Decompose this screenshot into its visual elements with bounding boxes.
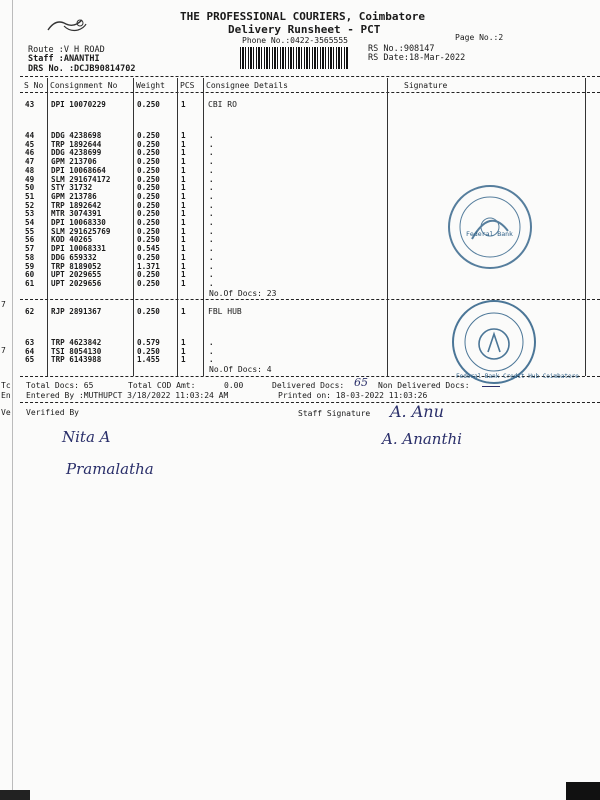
cell-cno: SLM 291625769 <box>51 226 111 236</box>
cell-pcs: 1 <box>181 235 186 245</box>
company-logo <box>44 14 90 36</box>
cell-weight: 0.579 <box>137 338 160 347</box>
cell-detail: . <box>209 157 214 167</box>
cell-weight: 0.250 <box>137 157 160 167</box>
cell-sno: 57 <box>25 244 35 254</box>
cell-weight: 0.250 <box>137 278 160 288</box>
docs-count: No.Of Docs: 23 <box>209 289 277 298</box>
edge-mark: 7 <box>1 346 6 355</box>
group-separator <box>20 299 600 300</box>
cell-cno: DPI 10068664 <box>51 165 106 175</box>
cell-cno: TRP 1892644 <box>51 139 102 149</box>
cell-cno: GPM 213786 <box>51 191 97 201</box>
cell-cno: STY 31732 <box>51 183 93 193</box>
cell-cno: DDG 4238699 <box>51 148 102 158</box>
consignee-name: CBI RO <box>208 100 237 109</box>
cell-detail: . <box>209 346 214 356</box>
rs-number: RS No.:908147 <box>368 44 435 54</box>
cell-pcs: 1 <box>181 218 186 227</box>
verifier-signature-2: Pramalatha <box>66 460 154 478</box>
cell-sno: 55 <box>25 226 35 236</box>
cell-cno: UPT 2029656 <box>51 278 102 288</box>
cell-cno: TRP 8189052 <box>51 261 102 271</box>
cell-detail: . <box>209 252 214 262</box>
bank-stamp-1 <box>448 185 532 269</box>
consignee-name: FBL HUB <box>208 307 242 316</box>
table-row <box>0 175 600 184</box>
cell-detail: . <box>209 148 214 158</box>
delivered-docs: Delivered Docs: <box>272 381 345 390</box>
cell-pcs: 1 <box>181 226 186 236</box>
cell-weight: 1.455 <box>137 355 160 365</box>
edge-mark: Ve <box>1 408 11 417</box>
table-row <box>0 131 600 140</box>
cell-pcs: 1 <box>181 183 186 193</box>
cell-weight: 0.250 <box>137 209 160 219</box>
col-signature: Signature <box>404 81 448 90</box>
page-number: Page No.:2 <box>455 33 504 42</box>
docs-count: No.Of Docs: 4 <box>209 365 272 374</box>
edge-mark: En <box>1 391 11 400</box>
cell-sno: 54 <box>25 218 35 227</box>
cell-weight: 0.250 <box>137 148 160 158</box>
cell-pcs: 1 <box>181 270 186 280</box>
cell-weight: 0.250 <box>137 235 160 245</box>
cell-sno: 47 <box>25 157 35 167</box>
cell-pcs: 1 <box>181 244 186 254</box>
cell-sno: 59 <box>25 261 35 271</box>
edge-mark: 7 <box>1 300 6 309</box>
phone-number: Phone No.:0422-3565555 <box>242 36 348 45</box>
cell-pcs: 1 <box>181 252 186 262</box>
cell-cno: TSI 8054130 <box>51 346 102 356</box>
printed-on: Printed on: 18-03-2022 11:03:26 <box>278 391 428 400</box>
delivered-count-handwritten: 65 <box>354 376 368 389</box>
cell-weight: 0.250 <box>137 252 160 262</box>
verified-by-label: Verified By <box>26 408 79 417</box>
total-cod-value: 0.00 <box>224 381 244 390</box>
cell-weight: 0.250 <box>137 131 160 140</box>
table-row <box>0 148 600 157</box>
total-cod-label: Total COD Amt: <box>128 381 196 390</box>
cell-sno: 60 <box>25 270 35 280</box>
cell-cno: TRP 1892642 <box>51 200 102 210</box>
staff-signature-handwritten: A. Anu <box>390 402 444 421</box>
cell-sno: 48 <box>25 165 35 175</box>
cell-pcs: 1 <box>181 131 186 140</box>
cell-sno: 63 <box>25 338 35 347</box>
header-rule-top <box>20 76 600 77</box>
cell-weight: 0.250 <box>137 139 160 149</box>
cell-detail: . <box>209 244 214 254</box>
entered-by: Entered By :MUTHUPCT 3/18/2022 11:03:24 AM <box>26 391 229 400</box>
cell-detail: . <box>209 139 214 149</box>
cell-cno: SLM 291674172 <box>51 174 111 184</box>
rs-date: RS Date:18-Mar-2022 <box>368 53 466 63</box>
cell-pcs: 1 <box>181 191 186 201</box>
scan-corner <box>566 782 600 800</box>
cell-weight: 0.250 <box>137 200 160 210</box>
cell-pcs: 1 <box>181 338 186 347</box>
col-weight: Weight <box>136 81 165 90</box>
cell-sno: 50 <box>25 183 35 193</box>
cell-weight: 0.250 <box>137 191 160 201</box>
cell-detail: . <box>209 218 214 227</box>
cell-pcs: 1 <box>181 139 186 149</box>
col-pcs: PCS <box>180 81 195 90</box>
cell-detail: . <box>209 174 214 184</box>
document-title: Delivery Runsheet - PCT <box>228 23 381 36</box>
cell-detail: . <box>209 261 214 271</box>
non-delivered-docs: Non Delivered Docs: <box>378 381 470 390</box>
cell-weight: 1.371 <box>137 261 160 271</box>
cell-cno: MTR 3074391 <box>51 209 102 219</box>
cell-sno: 49 <box>25 174 35 184</box>
cell-weight: 0.250 <box>137 165 160 175</box>
cell-sno: 52 <box>25 200 35 210</box>
cell-weight: 0.250 <box>137 174 160 184</box>
cell-pcs: 1 <box>181 355 186 365</box>
cell-detail: . <box>209 355 214 365</box>
table-row: 43 DPI 10070229 0.250 1 <box>25 100 186 109</box>
cell-pcs: 1 <box>181 165 186 175</box>
cell-weight: 0.545 <box>137 244 160 254</box>
col-consignee: Consignee Details <box>206 81 288 90</box>
stamp-1-text: Federal Bank <box>466 230 513 238</box>
cell-detail: . <box>209 183 214 193</box>
cell-sno: 53 <box>25 209 35 219</box>
cell-pcs: 1 <box>181 148 186 158</box>
cell-cno: UPT 2029655 <box>51 270 102 280</box>
cell-detail: . <box>209 131 214 140</box>
cell-sno: 64 <box>25 346 35 356</box>
staff-name-handwritten: A. Ananthi <box>382 430 462 448</box>
cell-detail: . <box>209 270 214 280</box>
cell-pcs: 1 <box>181 200 186 210</box>
drs-number: DRS No. :DCJB90814702 <box>28 64 136 74</box>
cell-pcs: 1 <box>181 278 186 288</box>
cell-pcs: 1 <box>181 209 186 219</box>
cell-detail: . <box>209 191 214 201</box>
cell-detail: . <box>209 235 214 245</box>
cell-detail: . <box>209 165 214 175</box>
table-row <box>0 140 600 149</box>
table-row <box>0 157 600 166</box>
cell-sno: 44 <box>25 131 35 140</box>
verifier-signature-1: Nita A <box>62 428 111 446</box>
cell-detail: . <box>209 209 214 219</box>
header-rule-bottom <box>20 92 600 93</box>
col-sno: S No <box>24 81 44 90</box>
footer-rule <box>20 402 600 403</box>
cell-cno: GPM 213706 <box>51 157 97 167</box>
cell-pcs: 1 <box>181 261 186 271</box>
total-docs: Total Docs: 65 <box>26 381 94 390</box>
cell-weight: 0.250 <box>137 346 160 356</box>
cell-detail: . <box>209 278 214 288</box>
cell-pcs: 1 <box>181 157 186 167</box>
cell-sno: 45 <box>25 139 35 149</box>
cell-sno: 61 <box>25 278 35 288</box>
table-row <box>0 270 600 279</box>
cell-sno: 58 <box>25 252 35 262</box>
scan-edge-mark <box>0 790 30 800</box>
cell-cno: DPI 10068331 <box>51 244 106 254</box>
cell-sno: 56 <box>25 235 35 245</box>
table-row: 62 RJP 2891367 0.250 1 <box>25 307 186 316</box>
bank-stamp-2 <box>452 300 536 384</box>
cell-cno: DDG 659332 <box>51 252 97 262</box>
table-row <box>0 279 600 288</box>
cell-detail: . <box>209 200 214 210</box>
stamp-2-text: Federal Bank Credit Hub Coimbatore <box>456 373 579 380</box>
cell-cno: DDG 4238698 <box>51 131 102 140</box>
cell-weight: 0.250 <box>137 226 160 236</box>
cell-cno: DPI 10068330 <box>51 218 106 227</box>
cell-sno: 46 <box>25 148 35 158</box>
edge-mark: Tc <box>1 381 11 390</box>
cell-detail: . <box>209 226 214 236</box>
cell-pcs: 1 <box>181 346 186 356</box>
non-delivered-dash <box>482 386 500 387</box>
staff-signature-label: Staff Signature <box>298 409 371 418</box>
cell-pcs: 1 <box>181 174 186 184</box>
cell-weight: 0.250 <box>137 218 160 227</box>
staff-name: Staff :ANANTHI <box>28 54 100 64</box>
cell-cno: TRP 6143988 <box>51 355 102 365</box>
cell-sno: 51 <box>25 191 35 201</box>
cell-cno: KOD 40265 <box>51 235 93 245</box>
cell-weight: 0.250 <box>137 270 160 280</box>
barcode <box>240 47 348 69</box>
col-consignment: Consignment No <box>50 81 118 90</box>
table-row <box>0 166 600 175</box>
cell-sno: 65 <box>25 355 35 365</box>
cell-cno: TRP 4623842 <box>51 338 102 347</box>
cell-detail: . <box>209 338 214 347</box>
cell-weight: 0.250 <box>137 183 160 193</box>
company-name: THE PROFESSIONAL COURIERS, Coimbatore <box>180 10 426 23</box>
route: Route :V H ROAD <box>28 45 105 55</box>
scan-edge-line <box>12 0 13 800</box>
